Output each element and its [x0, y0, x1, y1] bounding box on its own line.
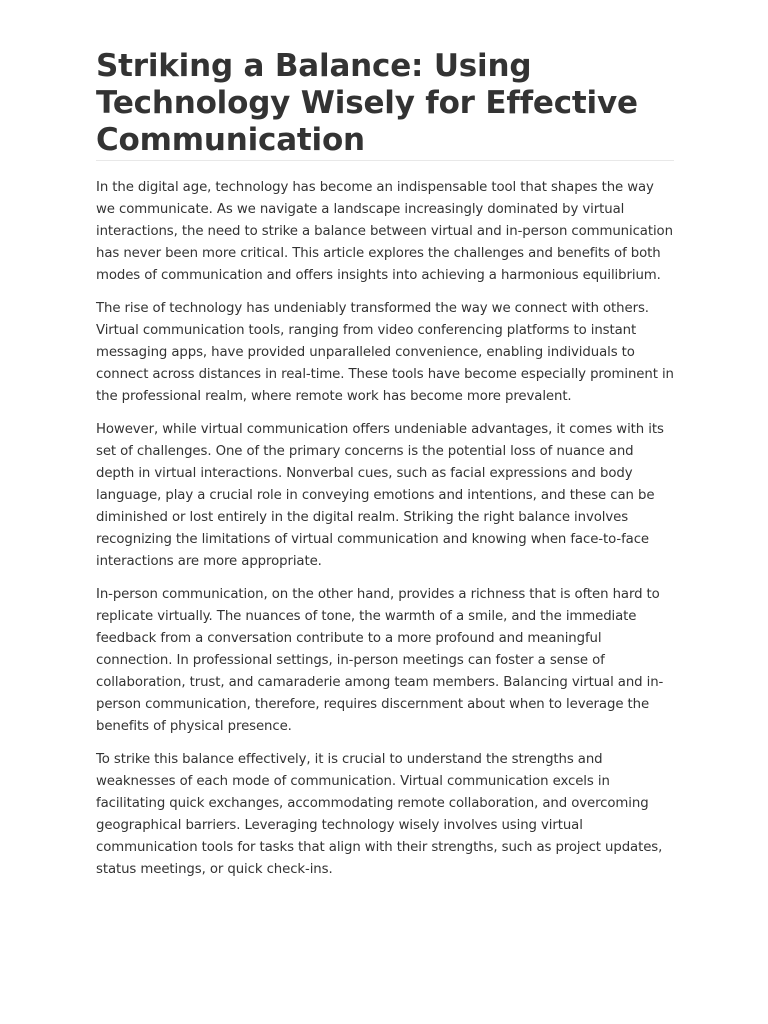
paragraph-4: In-person communication, on the other hand, provides a richness that is often hard to replicate virtually. The nuances of tone, the warmth of a smile, and the immediate feedback from a conversation contribute to a more profound and meaningful connection. In professional settings, in-person meetings can foster a sense of collaboration, trust, and camaraderie among team members. Balancing virtual and in-person communication, therefore, requires discernment about when to leverage the benefits of physical presence.: [96, 587, 664, 734]
paragraph-3: However, while virtual communication offers undeniable advantages, it comes with its set of challenges. One of the primary concerns is the potential loss of nuance and depth in virtual interactions. Nonverbal cues, such as facial expressions and body language, play a crucial role in conveying emotions and intentions, and these can be diminished or lost entirely in the digital realm. Striking the right balance involves recognizing the limitations of virtual communication and knowing when face-to-face interactions are more appropriate.: [96, 422, 664, 569]
paragraph-5: To strike this balance effectively, it is crucial to understand the strengths and weaknesses of each mode of communication. Virtual communication excels in facilitating quick exchanges, accommodating remote collaboration, and overcoming geographical barriers. Leveraging technology wisely involves using virtual communication tools for tasks that align with their strengths, such as project updates, status meetings, or quick check-ins.: [96, 752, 663, 877]
paragraph-2: The rise of technology has undeniably transformed the way we connect with others. Virtual communication tools, ranging from video conferencing platforms to instant messaging apps, have provided unparalleled convenience, enabling individuals to connect across distances in real-time. These tools have become especially prominent in the professional realm, where remote work has become more prevalent.: [96, 301, 674, 404]
paragraph-1: In the digital age, technology has become an indispensable tool that shapes the way we communicate. As we navigate a landscape increasingly dominated by virtual interactions, the need to strike a balance between virtual and in-person communication has never been more critical. This article explores the challenges and benefits of both modes of communication and offers insights into achieving a harmonious equilibrium.: [96, 180, 673, 283]
article: [96, 48, 674, 892]
article-title: Striking a Balance: Using Technology Wisely for Effective Communication: [96, 48, 674, 161]
article-body: [96, 177, 674, 881]
